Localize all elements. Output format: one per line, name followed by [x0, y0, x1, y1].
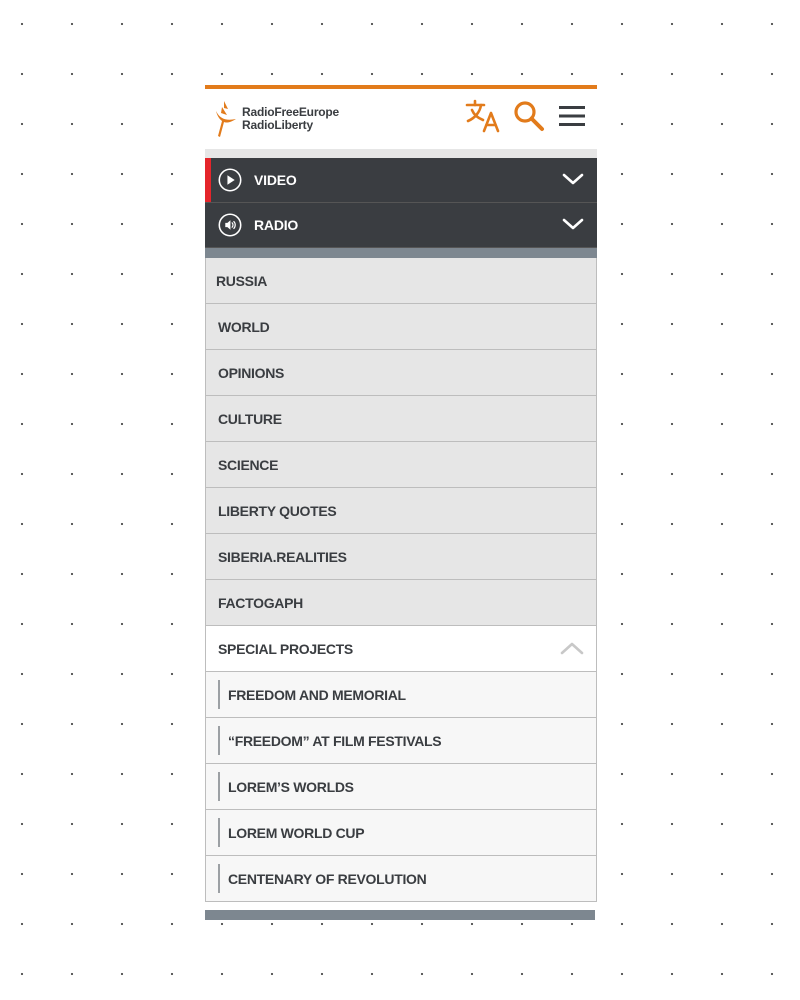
special-projects-submenu: [206, 672, 596, 902]
header-spacer: [205, 149, 597, 158]
chevron-down-icon[interactable]: [562, 171, 584, 187]
section-menu: [205, 258, 597, 902]
hamburger-menu-icon[interactable]: [557, 103, 587, 129]
menu-item-opinions[interactable]: OPINIONS: [206, 350, 596, 396]
menu-item-liberty-quotes[interactable]: LIBERTY QUOTES: [206, 488, 596, 534]
menu-item-siberia-realities[interactable]: SIBERIA.REALITIES: [206, 534, 596, 580]
play-icon: [218, 168, 242, 192]
menu-item-russia[interactable]: RUSSIA: [206, 258, 596, 304]
search-icon[interactable]: [513, 100, 545, 132]
section-divider-strip: [205, 248, 597, 258]
rferl-torch-icon: [214, 99, 238, 139]
menu-item-culture[interactable]: CULTURE: [206, 396, 596, 442]
special-projects-label: SPECIAL PROJECTS: [218, 640, 353, 657]
footer-strip: [205, 910, 595, 920]
media-row-radio[interactable]: [205, 203, 597, 248]
submenu-item-freedom-film-festivals[interactable]: “FREEDOM” AT FILM FESTIVALS: [206, 718, 596, 764]
media-label-radio: RADIO: [254, 217, 299, 233]
media-label-video: VIDEO: [254, 172, 297, 188]
mobile-menu-panel: [205, 85, 597, 920]
submenu-item-centenary-of-revolution[interactable]: CENTENARY OF REVOLUTION: [206, 856, 596, 902]
translate-icon[interactable]: [465, 99, 501, 133]
submenu-item-lorems-worlds[interactable]: LOREM’S WORLDS: [206, 764, 596, 810]
chevron-down-icon[interactable]: [562, 216, 584, 232]
brand-logo[interactable]: [214, 99, 339, 139]
brand-line-2: RadioLiberty: [242, 118, 313, 132]
submenu-item-freedom-and-memorial[interactable]: FREEDOM AND MEMORIAL: [206, 672, 596, 718]
menu-item-special-projects[interactable]: [206, 626, 596, 672]
menu-item-world[interactable]: WORLD: [206, 304, 596, 350]
submenu-item-lorem-world-cup[interactable]: LOREM WORLD CUP: [206, 810, 596, 856]
chevron-up-icon[interactable]: [560, 640, 584, 656]
media-row-video[interactable]: [205, 158, 597, 203]
menu-item-factograph[interactable]: FACTOGAPH: [206, 580, 596, 626]
speaker-icon: [218, 213, 242, 237]
brand-line-1: RadioFreeEurope: [242, 105, 340, 119]
menu-item-science[interactable]: SCIENCE: [206, 442, 596, 488]
header-bar: [205, 85, 597, 149]
